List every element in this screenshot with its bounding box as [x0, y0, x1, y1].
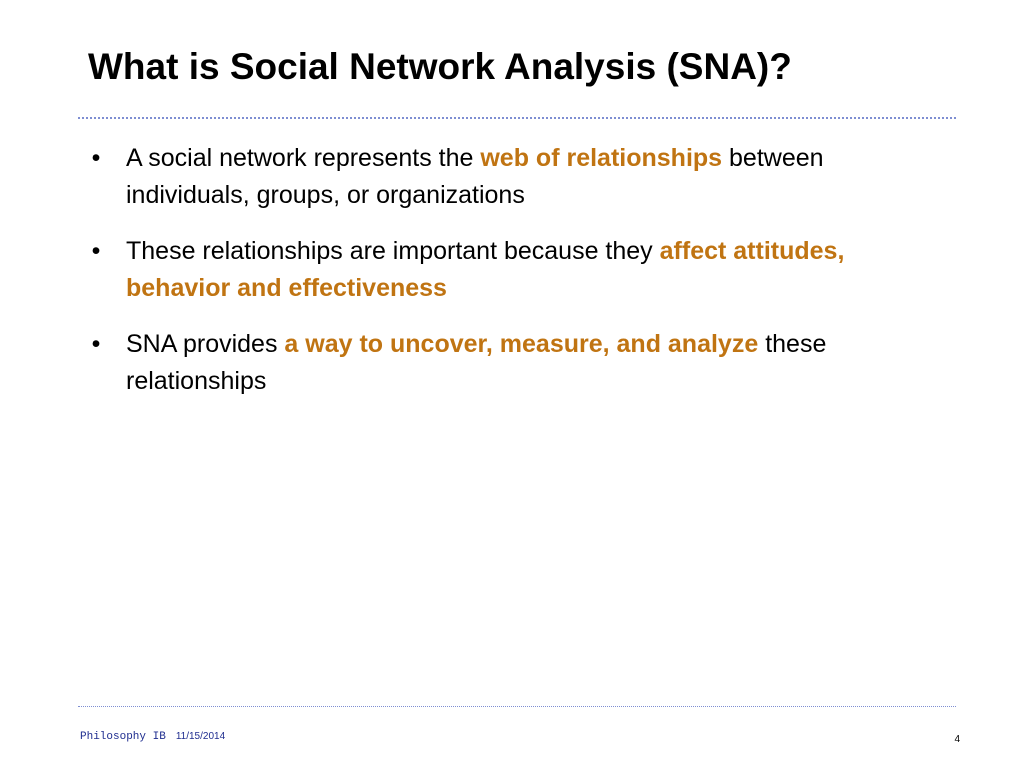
- bullet-item: [86, 326, 916, 400]
- bullet-dot-icon: •: [91, 330, 101, 358]
- bullet-dot-icon: •: [91, 237, 101, 265]
- bullet-text: SNA provides: [126, 330, 285, 358]
- bullet-item: [86, 140, 916, 214]
- bullet-item: [86, 233, 916, 307]
- bullet-highlight: web of relationships: [480, 144, 723, 172]
- slide-title: What is Social Network Analysis (SNA)?: [88, 46, 792, 87]
- title-divider: [78, 117, 956, 119]
- footer-date: 11/15/2014: [175, 731, 226, 742]
- bullet-highlight: a way to uncover, measure, and analyze: [284, 330, 759, 358]
- page-number: 4: [954, 734, 960, 745]
- bullet-text: These relationships are important because they: [126, 237, 660, 265]
- bullet-text: between individuals, groups, or organizations: [126, 144, 824, 209]
- footer: [80, 731, 225, 743]
- bullet-text: these relationships: [126, 330, 827, 395]
- bullet-text: A social network represents the: [126, 144, 481, 172]
- footer-divider: [78, 706, 956, 707]
- bullet-list: [86, 140, 916, 419]
- bullet-highlight: affect attitudes, behavior and effectiveness: [126, 237, 845, 302]
- footer-organization: Philosophy IB: [80, 731, 166, 743]
- bullet-dot-icon: •: [91, 144, 101, 172]
